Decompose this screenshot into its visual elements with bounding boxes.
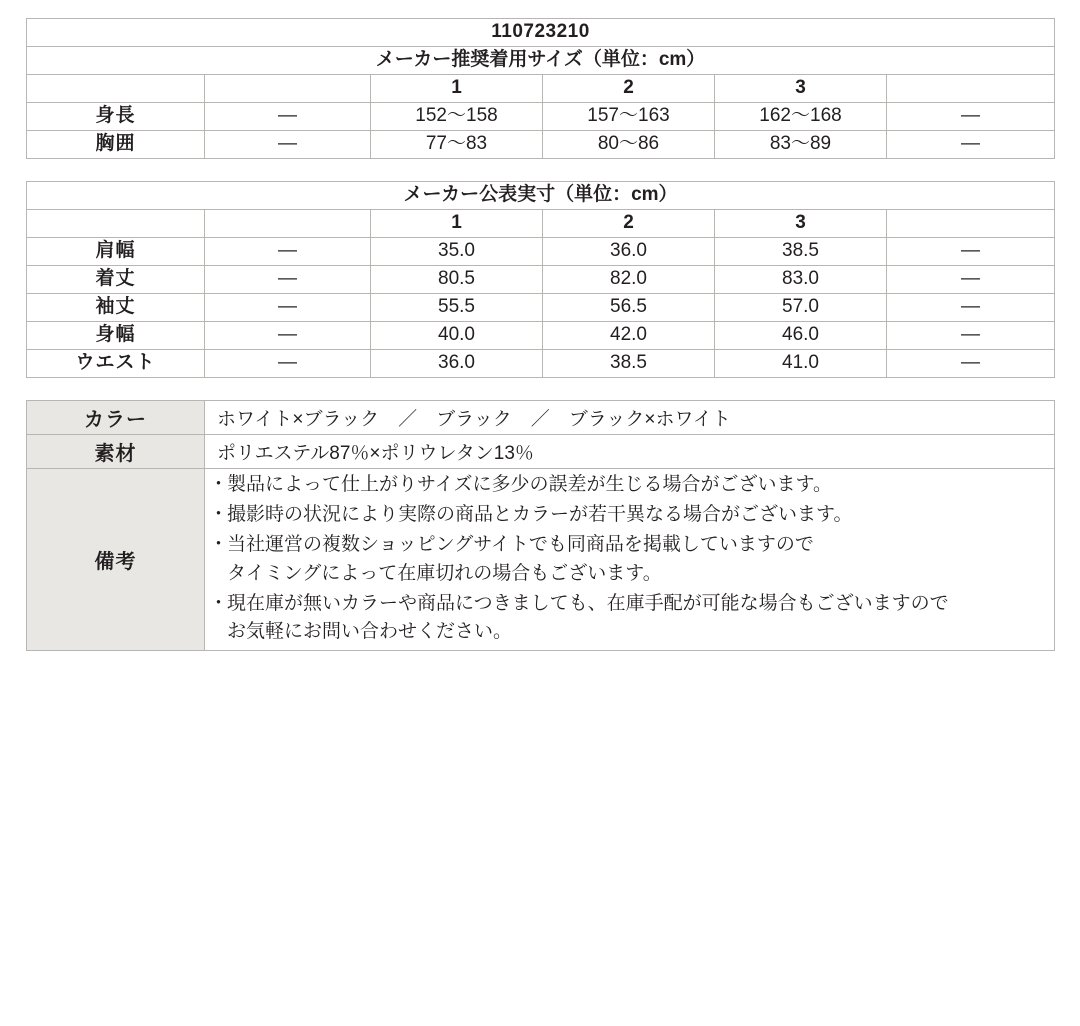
column-header: 1 <box>371 210 543 238</box>
material-label: 素材 <box>27 435 205 469</box>
list-item <box>209 531 1050 589</box>
cell-value: ― <box>887 350 1055 378</box>
cell-value: 83～89 <box>715 131 887 159</box>
cell-value: 82.0 <box>543 266 715 294</box>
table-row <box>27 19 1055 47</box>
note-line: 現在庫が無いカラーや商品につきましても、在庫手配が可能な場合もございますので <box>227 592 949 614</box>
cell-value: 162～168 <box>715 103 887 131</box>
note-line: 製品によって仕上がりサイズに多少の誤差が生じる場合がございます。 <box>227 474 832 495</box>
cell-value: 80～86 <box>543 131 715 159</box>
notes-value <box>205 469 1055 651</box>
recommended-size-table <box>26 18 1055 159</box>
note-line-cont: お気軽にお問い合わせください。 <box>227 621 513 643</box>
cell-value: 36.0 <box>543 238 715 266</box>
cell-value: ― <box>205 266 371 294</box>
cell-value: 38.5 <box>715 238 887 266</box>
table-row <box>27 182 1055 210</box>
row-label: 身幅 <box>27 322 205 350</box>
row-label: 着丈 <box>27 266 205 294</box>
cell-value: 57.0 <box>715 294 887 322</box>
table-row <box>27 350 1055 378</box>
column-header <box>205 210 371 238</box>
table-row <box>27 322 1055 350</box>
table-row <box>27 435 1055 469</box>
table-row <box>27 47 1055 75</box>
cell-value: ― <box>887 266 1055 294</box>
cell-value: 83.0 <box>715 266 887 294</box>
note-line: 当社運営の複数ショッピングサイトでも同商品を掲載していますので <box>227 533 814 555</box>
cell-value: ― <box>887 294 1055 322</box>
cell-value: ― <box>205 322 371 350</box>
column-header: 2 <box>543 75 715 103</box>
actual-size-table <box>26 181 1055 378</box>
cell-value: ― <box>205 103 371 131</box>
cell-value: ― <box>887 131 1055 159</box>
cell-value: 46.0 <box>715 322 887 350</box>
table-row <box>27 294 1055 322</box>
column-header: 3 <box>715 210 887 238</box>
list-item <box>209 501 1050 530</box>
row-label: 袖丈 <box>27 294 205 322</box>
table-header-row <box>27 75 1055 103</box>
cell-value: 36.0 <box>371 350 543 378</box>
row-label: ウエスト <box>27 350 205 378</box>
row-label: 胸囲 <box>27 131 205 159</box>
product-code: 110723210 <box>27 19 1055 47</box>
list-item <box>209 471 1050 500</box>
note-line: 撮影時の状況により実際の商品とカラーが若干異なる場合がございます。 <box>227 503 853 525</box>
row-label: 肩幅 <box>27 238 205 266</box>
cell-value: 55.5 <box>371 294 543 322</box>
product-info-table <box>26 400 1055 651</box>
column-header: 1 <box>371 75 543 103</box>
cell-value: ― <box>887 322 1055 350</box>
row-label: 身長 <box>27 103 205 131</box>
cell-value: ― <box>887 238 1055 266</box>
column-header <box>27 75 205 103</box>
table-row <box>27 131 1055 159</box>
cell-value: 41.0 <box>715 350 887 378</box>
recommended-size-title: メーカー推奨着用サイズ（単位：cm） <box>27 47 1055 75</box>
column-header <box>887 210 1055 238</box>
material-value: ポリエステル87％×ポリウレタン13％ <box>205 435 1055 469</box>
cell-value: 38.5 <box>543 350 715 378</box>
table-header-row <box>27 210 1055 238</box>
cell-value: 152～158 <box>371 103 543 131</box>
column-header <box>887 75 1055 103</box>
notes-label: 備考 <box>27 469 205 651</box>
note-line-cont: タイミングによって在庫切れの場合もございます。 <box>227 562 662 584</box>
cell-value: ― <box>205 350 371 378</box>
table-row <box>27 469 1055 651</box>
cell-value: 80.5 <box>371 266 543 294</box>
column-header: 3 <box>715 75 887 103</box>
cell-value: 35.0 <box>371 238 543 266</box>
cell-value: ― <box>205 131 371 159</box>
color-label: カラー <box>27 401 205 435</box>
table-row <box>27 266 1055 294</box>
column-header <box>205 75 371 103</box>
cell-value: 157～163 <box>543 103 715 131</box>
notes-list <box>209 471 1050 647</box>
color-value: ホワイト×ブラック ／ ブラック ／ ブラック×ホワイト <box>205 401 1055 435</box>
cell-value: ― <box>205 294 371 322</box>
table-row <box>27 103 1055 131</box>
table-row <box>27 238 1055 266</box>
cell-value: 56.5 <box>543 294 715 322</box>
list-item <box>209 590 1050 648</box>
actual-size-title: メーカー公表実寸（単位：cm） <box>27 182 1055 210</box>
column-header: 2 <box>543 210 715 238</box>
cell-value: 77～83 <box>371 131 543 159</box>
cell-value: ― <box>205 238 371 266</box>
cell-value: 42.0 <box>543 322 715 350</box>
cell-value: 40.0 <box>371 322 543 350</box>
column-header <box>27 210 205 238</box>
cell-value: ― <box>887 103 1055 131</box>
table-row <box>27 401 1055 435</box>
